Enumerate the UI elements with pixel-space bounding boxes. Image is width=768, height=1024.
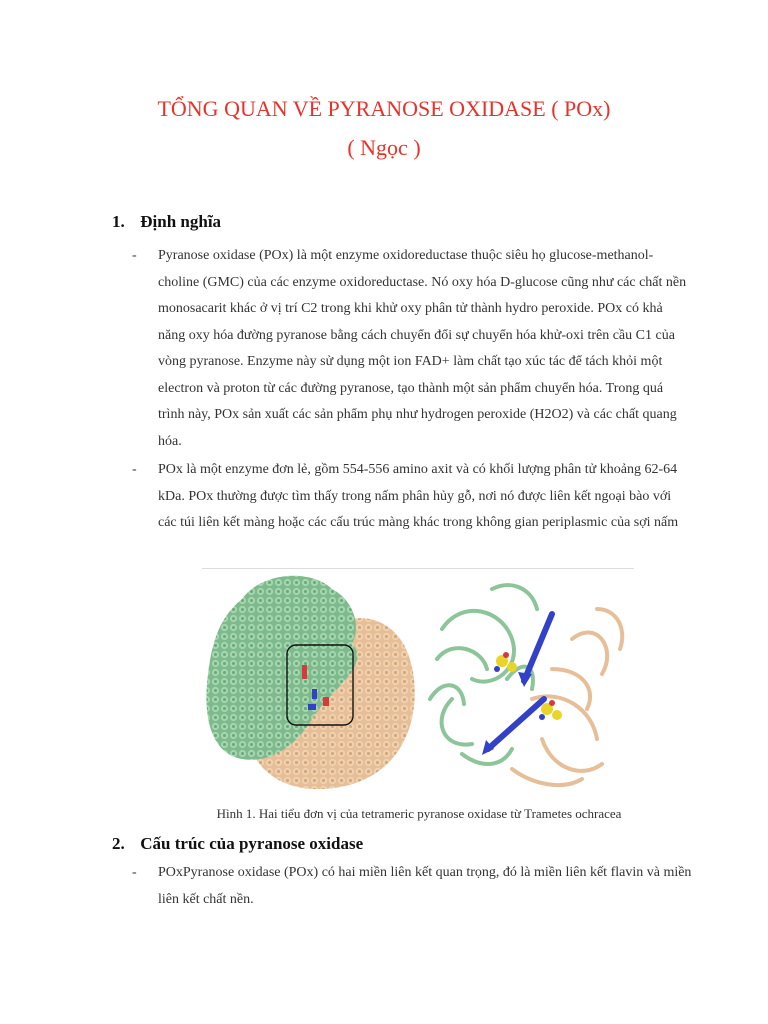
bullet-marker: - <box>132 248 137 263</box>
document-title: TỔNG QUAN VỀ PYRANOSE OXIDASE ( POx) <box>157 96 611 121</box>
bullet-paragraph <box>132 243 692 455</box>
section-title: Cấu trúc của pyranose oxidase <box>140 834 364 853</box>
bullet-text: Pyranose oxidase (POx) là một enzyme oxidoreductase thuộc siêu họ glucose-methanol-choline (GMC) của các enzyme oxidoreductase. Nó oxy hóa D-glucose cũng như các chất nền monosacarit khác ở vị trí C2 trong khi khử oxy phân tử thành hydro peroxide. POx có khả năng oxy hóa đường pyranose bằng cách chuyển đổi sự chuyển hóa khử-oxi trên cầu C1 của vòng pyranose. Enzyme này sử dụng một ion FAD+ làm chất tạo xúc tác để tách khỏi một electron và proton từ các đường pyranose, tạo thành một sản phẩm chuyển hóa. Trong quá trình này, POx sản xuất các sản phẩm phụ như hydrogen peroxide (H2O2) và các chất quang hóa. <box>158 248 687 449</box>
section-number: 1. <box>112 212 125 231</box>
section-heading-definition <box>112 212 221 232</box>
bullet-paragraph <box>132 457 692 537</box>
protein-structure-figure <box>202 568 634 797</box>
bullet-paragraph <box>132 860 692 913</box>
bullet-text: POxPyranose oxidase (POx) có hai miền liên kết quan trọng, đó là miền liên kết flavin và miền liên kết chất nền. <box>158 865 692 907</box>
protein-structure-image <box>202 569 634 797</box>
figure-caption: Hình 1. Hai tiểu đơn vị của tetrameric pyranose oxidase từ Trametes ochracea <box>216 806 622 821</box>
section-title: Định nghĩa <box>140 212 222 231</box>
ribbon-model <box>430 585 622 785</box>
bullet-marker: - <box>132 865 137 880</box>
section-number: 2. <box>112 834 125 853</box>
bullet-marker: - <box>132 462 137 477</box>
section-heading-structure <box>112 834 363 854</box>
surface-model <box>206 576 414 789</box>
bullet-text: POx là một enzyme đơn lẻ, gồm 554-556 amino axit và có khối lượng phân tử khoảng 62-64 kDa. POx thường được tìm thấy trong nấm phân hủy gỗ, nơi nó được liên kết ngoại bào với các túi liên kết màng hoặc các cấu trúc màng khác trong không gian periplasmic của sợi nấm <box>158 462 679 530</box>
document-author: ( Ngọc ) <box>347 135 421 160</box>
